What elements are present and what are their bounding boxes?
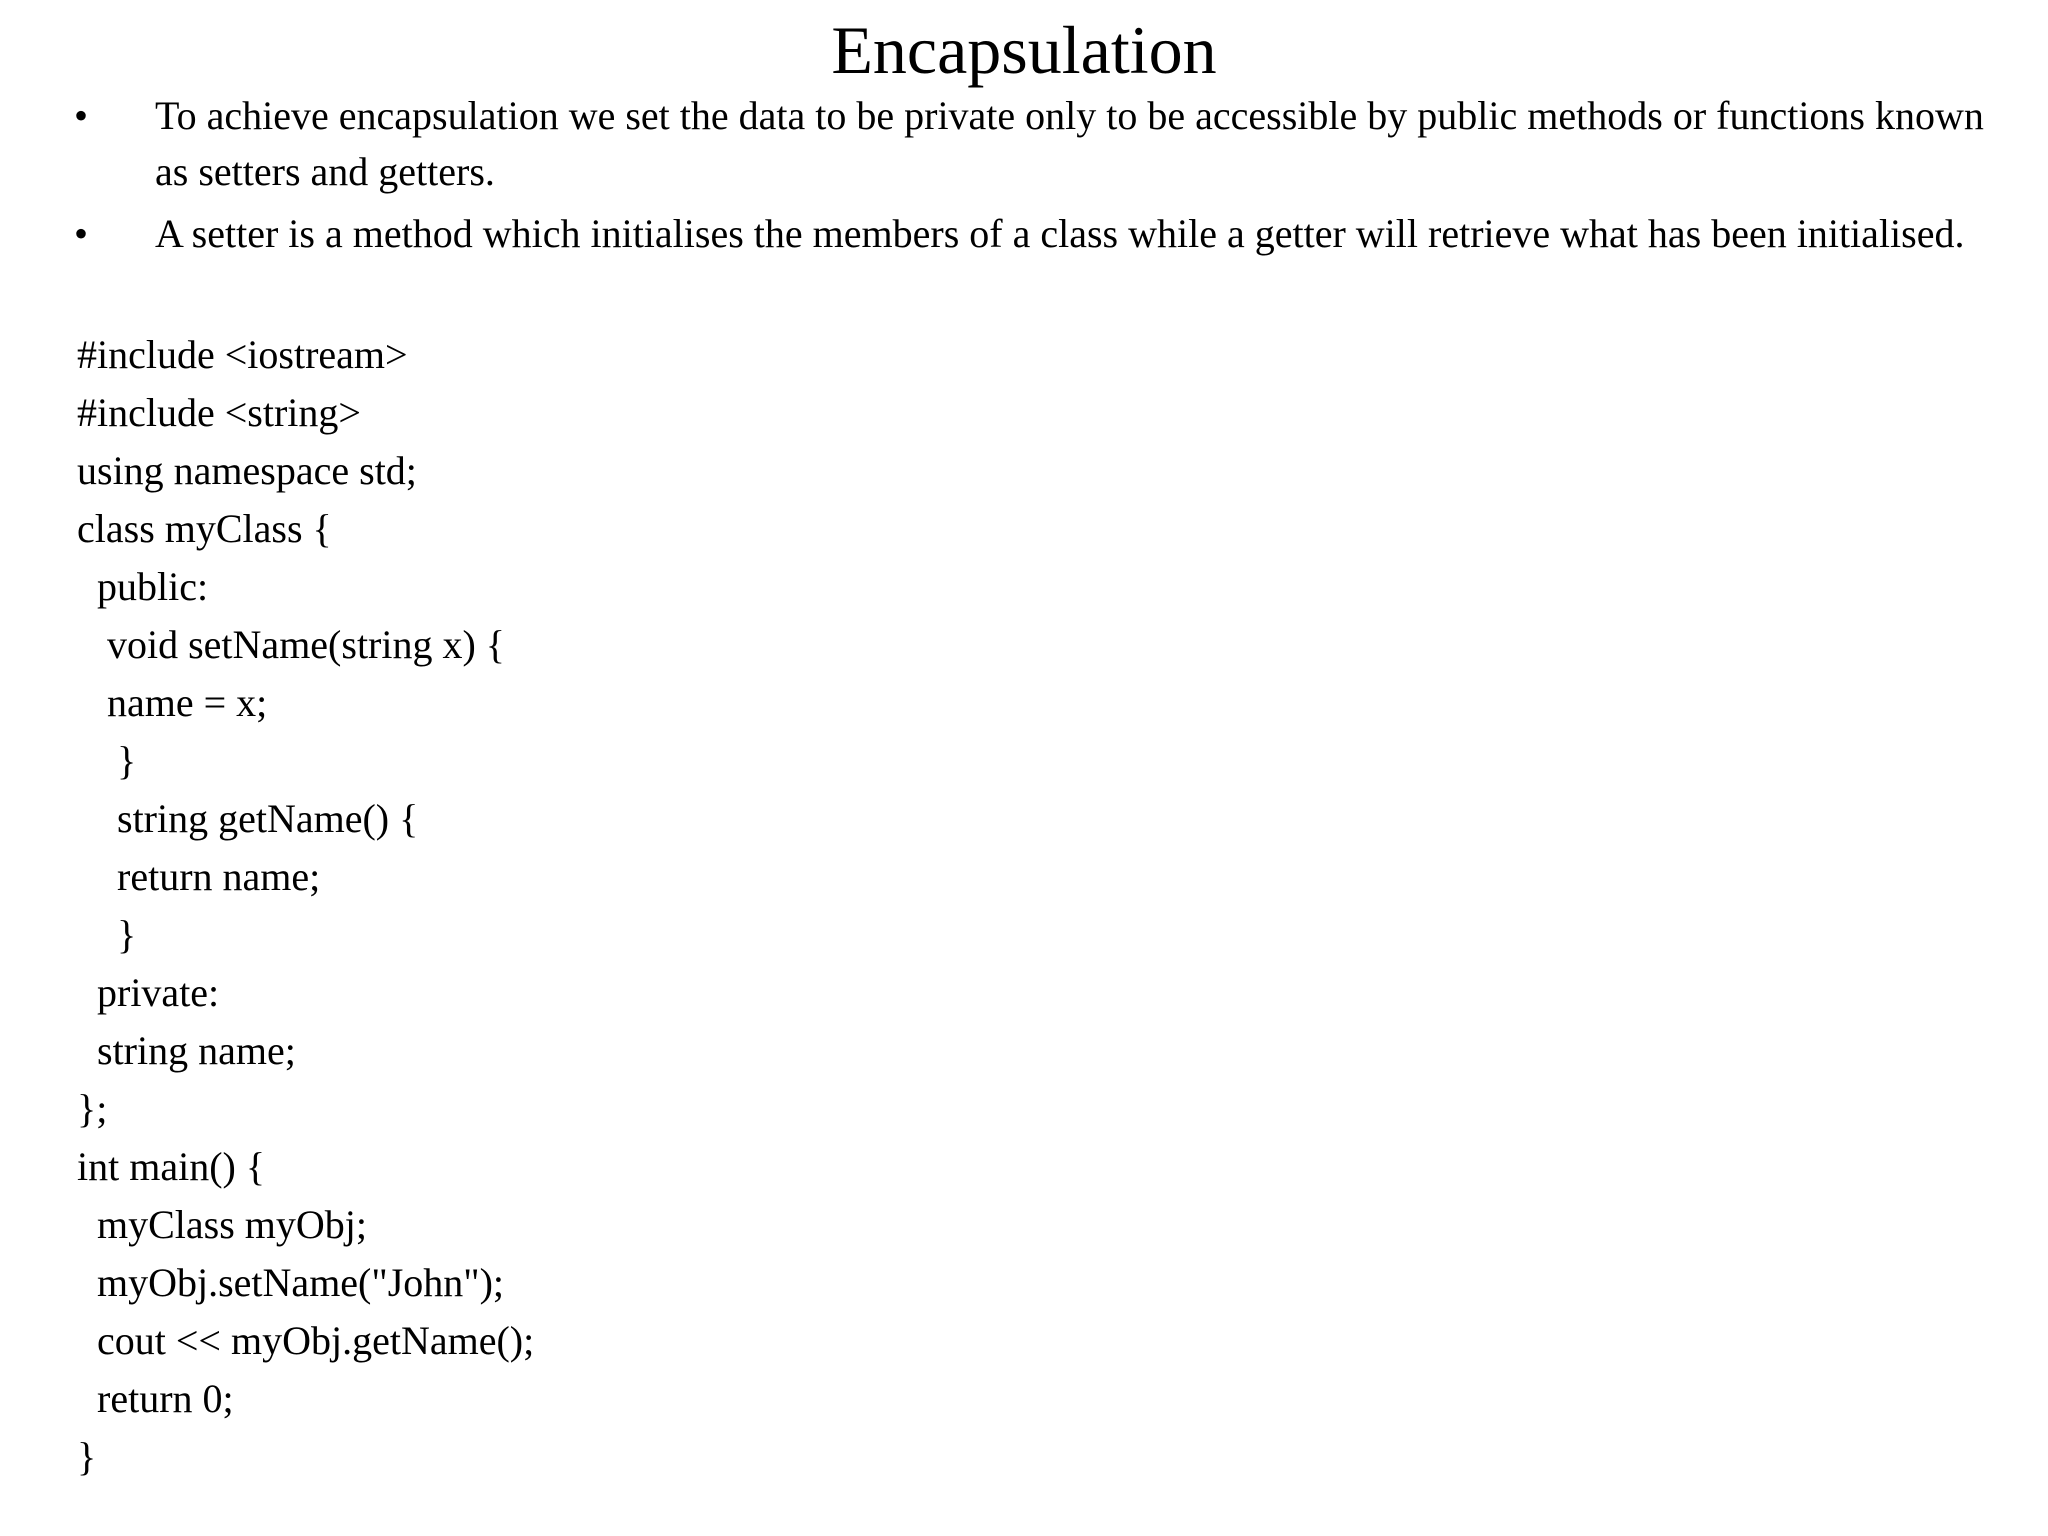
bullet-item	[0, 206, 2048, 266]
code-line: class myClass {	[77, 506, 332, 551]
bullet-marker: •	[74, 93, 89, 138]
code-line: string name;	[77, 1028, 296, 1073]
code-line: public:	[77, 564, 209, 609]
code-line: myClass myObj;	[77, 1202, 368, 1247]
code-line: using namespace std;	[77, 448, 417, 493]
code-line: int main() {	[77, 1144, 266, 1189]
bullet-text: A setter is a method which initialises the members of a class while a getter will retrieve what has been initialised.	[155, 211, 1965, 256]
code-line: myObj.setName("John");	[77, 1260, 505, 1305]
code-line: private:	[77, 970, 220, 1015]
code-block	[77, 326, 534, 1486]
code-line: #include <string>	[77, 390, 361, 435]
code-line: #include <iostream>	[77, 332, 408, 377]
code-line: name = x;	[77, 680, 268, 725]
bullet-item	[0, 88, 2048, 206]
code-line: string getName() {	[77, 796, 419, 841]
code-line: return 0;	[77, 1376, 234, 1421]
bullet-marker: •	[74, 211, 89, 256]
bullet-text: To achieve encapsulation we set the data to be private only to be accessible by public methods or functions known as setters and getters.	[155, 93, 1984, 194]
code-line: };	[77, 1086, 108, 1131]
bullet-list	[0, 88, 2048, 266]
code-line: void setName(string x) {	[77, 622, 506, 667]
code-line: }	[77, 912, 137, 957]
code-line: cout << myObj.getName();	[77, 1318, 535, 1363]
code-line: }	[77, 1434, 97, 1479]
slide-title: Encapsulation	[831, 12, 1217, 88]
code-line: return name;	[77, 854, 321, 899]
code-line: }	[77, 738, 137, 783]
